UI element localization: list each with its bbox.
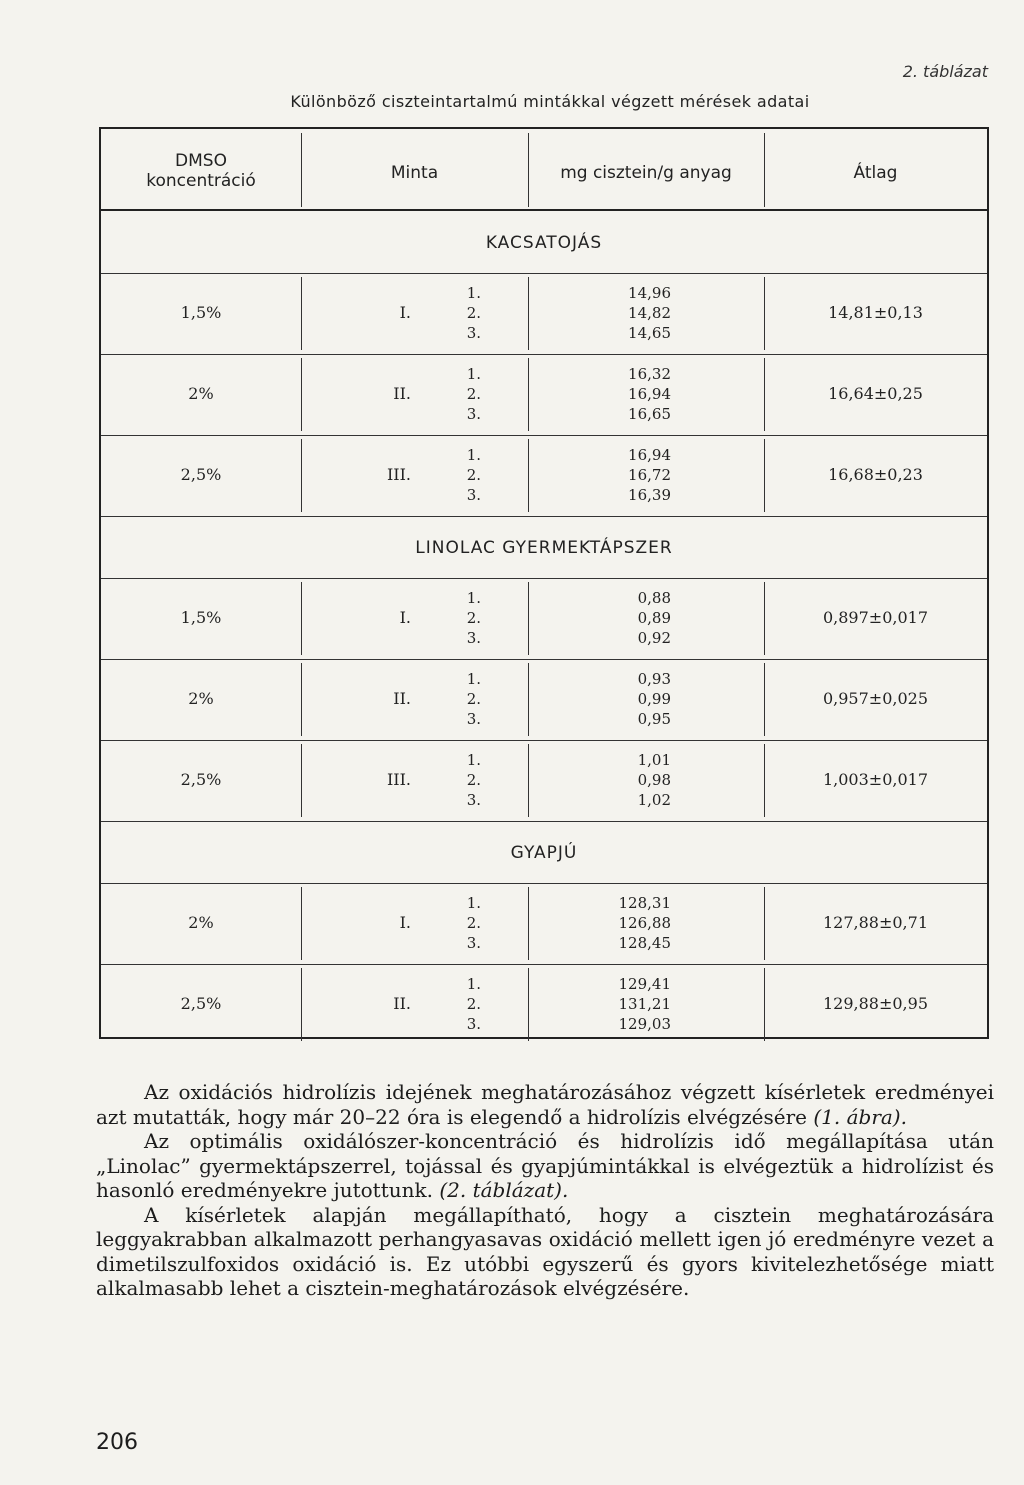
replicate-numbers [441,974,481,1034]
replicate-number: 3. [466,1015,481,1033]
replicate-number: 2. [466,466,481,484]
average-value: 0,957±0,025 [822,689,928,708]
header-dmso-line2: koncentráció [146,171,256,191]
measurement-value: 16,39 [628,486,671,504]
paragraph [96,1129,994,1203]
header-divider [301,133,302,207]
paragraph [96,1080,994,1129]
replicate-number: 1. [466,365,481,383]
measured-values [581,283,671,343]
measurement-value: 16,65 [628,405,671,423]
replicate-number: 1. [466,670,481,688]
concentration-cell: 2% [188,913,214,932]
replicate-number: 2. [466,771,481,789]
measured-values [581,750,671,810]
replicate-number: 2. [466,385,481,403]
replicate-number: 3. [466,629,481,647]
measurement-value: 16,32 [628,365,671,383]
measurement-value: 128,45 [618,934,671,952]
row-rule [101,964,987,965]
measured-values [581,669,671,729]
paragraph-text: Az optimális oxidálószer-koncentráció és hidrolízis idő megállapítása után „Linolac” gyermektápszerrel, tojással és gyapjúmintákkal is elvégeztük a hidrolízist és hasonló eredményekre jutottunk. [96,1129,994,1202]
replicate-number: 3. [466,934,481,952]
measurement-value: 131,21 [618,995,671,1013]
replicate-number: 2. [466,304,481,322]
measurement-value: 126,88 [618,914,671,932]
row-rule [101,659,987,660]
measurement-value: 129,41 [618,975,671,993]
column-divider [301,968,302,1041]
header-dmso-line1: DMSO [175,151,227,171]
header-rule [101,209,987,211]
average-value: 127,88±0,71 [822,913,928,932]
replicate-number: 1. [466,284,481,302]
column-divider [528,277,529,350]
header-dmso [101,151,301,191]
concentration-cell: 1,5% [180,608,222,627]
sample-id: II. [393,384,411,403]
replicate-number: 2. [466,995,481,1013]
measurement-value: 16,72 [628,466,671,484]
column-divider [301,277,302,350]
average-value: 16,68±0,23 [828,465,923,484]
column-divider [301,439,302,512]
paragraph-text: Az oxidációs hidrolízis idejének meghatározásához végzett kísérletek eredményei azt mutatták, hogy már 20–22 óra is elegendő a hidrolízis elvégzésére [96,1080,994,1129]
column-divider [301,582,302,655]
average-value: 1,003±0,017 [822,770,928,789]
sample-id: II. [393,994,411,1013]
section-heading: KACSATOJÁS [485,233,603,253]
replicate-number: 1. [466,975,481,993]
measured-values [581,974,671,1034]
column-divider [301,358,302,431]
section-heading: LINOLAC GYERMEKTÁPSZER [415,538,673,558]
replicate-number: 3. [466,486,481,504]
replicate-numbers [441,588,481,648]
column-divider [301,887,302,960]
replicate-number: 2. [466,609,481,627]
replicate-number: 3. [466,405,481,423]
sample-id: I. [399,913,411,932]
replicate-number: 2. [466,690,481,708]
header-divider [764,133,765,207]
average-value: 0,897±0,017 [822,608,928,627]
header-minta: Minta [390,163,439,183]
concentration-cell: 2,5% [180,994,222,1013]
body-text [96,1080,994,1301]
replicate-numbers [441,445,481,505]
measurement-value: 16,94 [628,446,671,464]
table-reference: (2. táblázat). [439,1178,569,1202]
sample-id: III. [386,770,411,789]
replicate-number: 1. [466,446,481,464]
average-value: 129,88±0,95 [822,994,928,1013]
column-divider [528,358,529,431]
column-divider [528,968,529,1041]
page-number: 206 [96,1430,138,1455]
header-mg: mg cisztein/g anyag [560,163,732,183]
concentration-cell: 2,5% [180,770,222,789]
replicate-number: 1. [466,751,481,769]
concentration-cell: 1,5% [180,303,222,322]
replicate-number: 3. [466,791,481,809]
column-divider [528,582,529,655]
section-rule [101,578,987,579]
section-rule [101,273,987,274]
measurement-value: 0,89 [637,609,671,627]
measurement-value: 0,99 [637,690,671,708]
replicate-number: 1. [466,589,481,607]
measurement-value: 129,03 [618,1015,671,1033]
concentration-cell: 2,5% [180,465,222,484]
paragraph [96,1203,994,1301]
replicate-numbers [441,893,481,953]
data-table [99,127,989,1039]
replicate-numbers [441,750,481,810]
sample-id: I. [399,303,411,322]
measurement-value: 14,65 [628,324,671,342]
column-divider [528,663,529,736]
replicate-number: 2. [466,914,481,932]
paragraph-text: A kísérletek alapján megállapítható, hogy a cisztein meghatározására leggyakrabban alkalmazott perhangyasavas oxidáció mellett igen jó eredményre vezet a dimetilszulfoxidos oxidáció is. Ez utóbbi egyszerű és gyors kivitelezhetősége miatt alkalmasabb lehet a cisztein-meghatározások elvégzésére. [96,1202,994,1300]
replicate-numbers [441,364,481,424]
table-label: 2. táblázat [902,62,988,81]
header-atlag: Átlag [853,163,898,183]
replicate-number: 1. [466,894,481,912]
row-rule [101,740,987,741]
replicate-number: 3. [466,710,481,728]
table-title: Különböző ciszteintartalmú mintákkal végzett mérések adatai [290,92,810,111]
column-divider [528,744,529,817]
row-rule [101,516,987,517]
row-rule [101,821,987,822]
replicate-number: 3. [466,324,481,342]
column-divider [301,663,302,736]
measured-values [581,364,671,424]
measurement-value: 0,92 [637,629,671,647]
measurement-value: 16,94 [628,385,671,403]
measurement-value: 0,88 [637,589,671,607]
concentration-cell: 2% [188,689,214,708]
measurement-value: 1,02 [637,791,671,809]
measurement-value: 1,01 [637,751,671,769]
measurement-value: 0,98 [637,771,671,789]
section-heading: GYAPJÚ [510,843,578,863]
sample-id: III. [386,465,411,484]
figure-reference: (1. ábra). [813,1104,907,1129]
sample-id: I. [399,608,411,627]
column-divider [301,744,302,817]
measurement-value: 128,31 [618,894,671,912]
measured-values [581,893,671,953]
measured-values [581,445,671,505]
row-rule [101,354,987,355]
measurement-value: 14,82 [628,304,671,322]
measurement-value: 0,93 [637,670,671,688]
concentration-cell: 2% [188,384,214,403]
column-divider [528,439,529,512]
sample-id: II. [393,689,411,708]
average-value: 16,64±0,25 [828,384,923,403]
row-rule [101,435,987,436]
average-value: 14,81±0,13 [828,303,923,322]
measurement-value: 14,96 [628,284,671,302]
column-divider [528,887,529,960]
measured-values [581,588,671,648]
section-rule [101,883,987,884]
replicate-numbers [441,283,481,343]
replicate-numbers [441,669,481,729]
measurement-value: 0,95 [637,710,671,728]
header-divider [528,133,529,207]
